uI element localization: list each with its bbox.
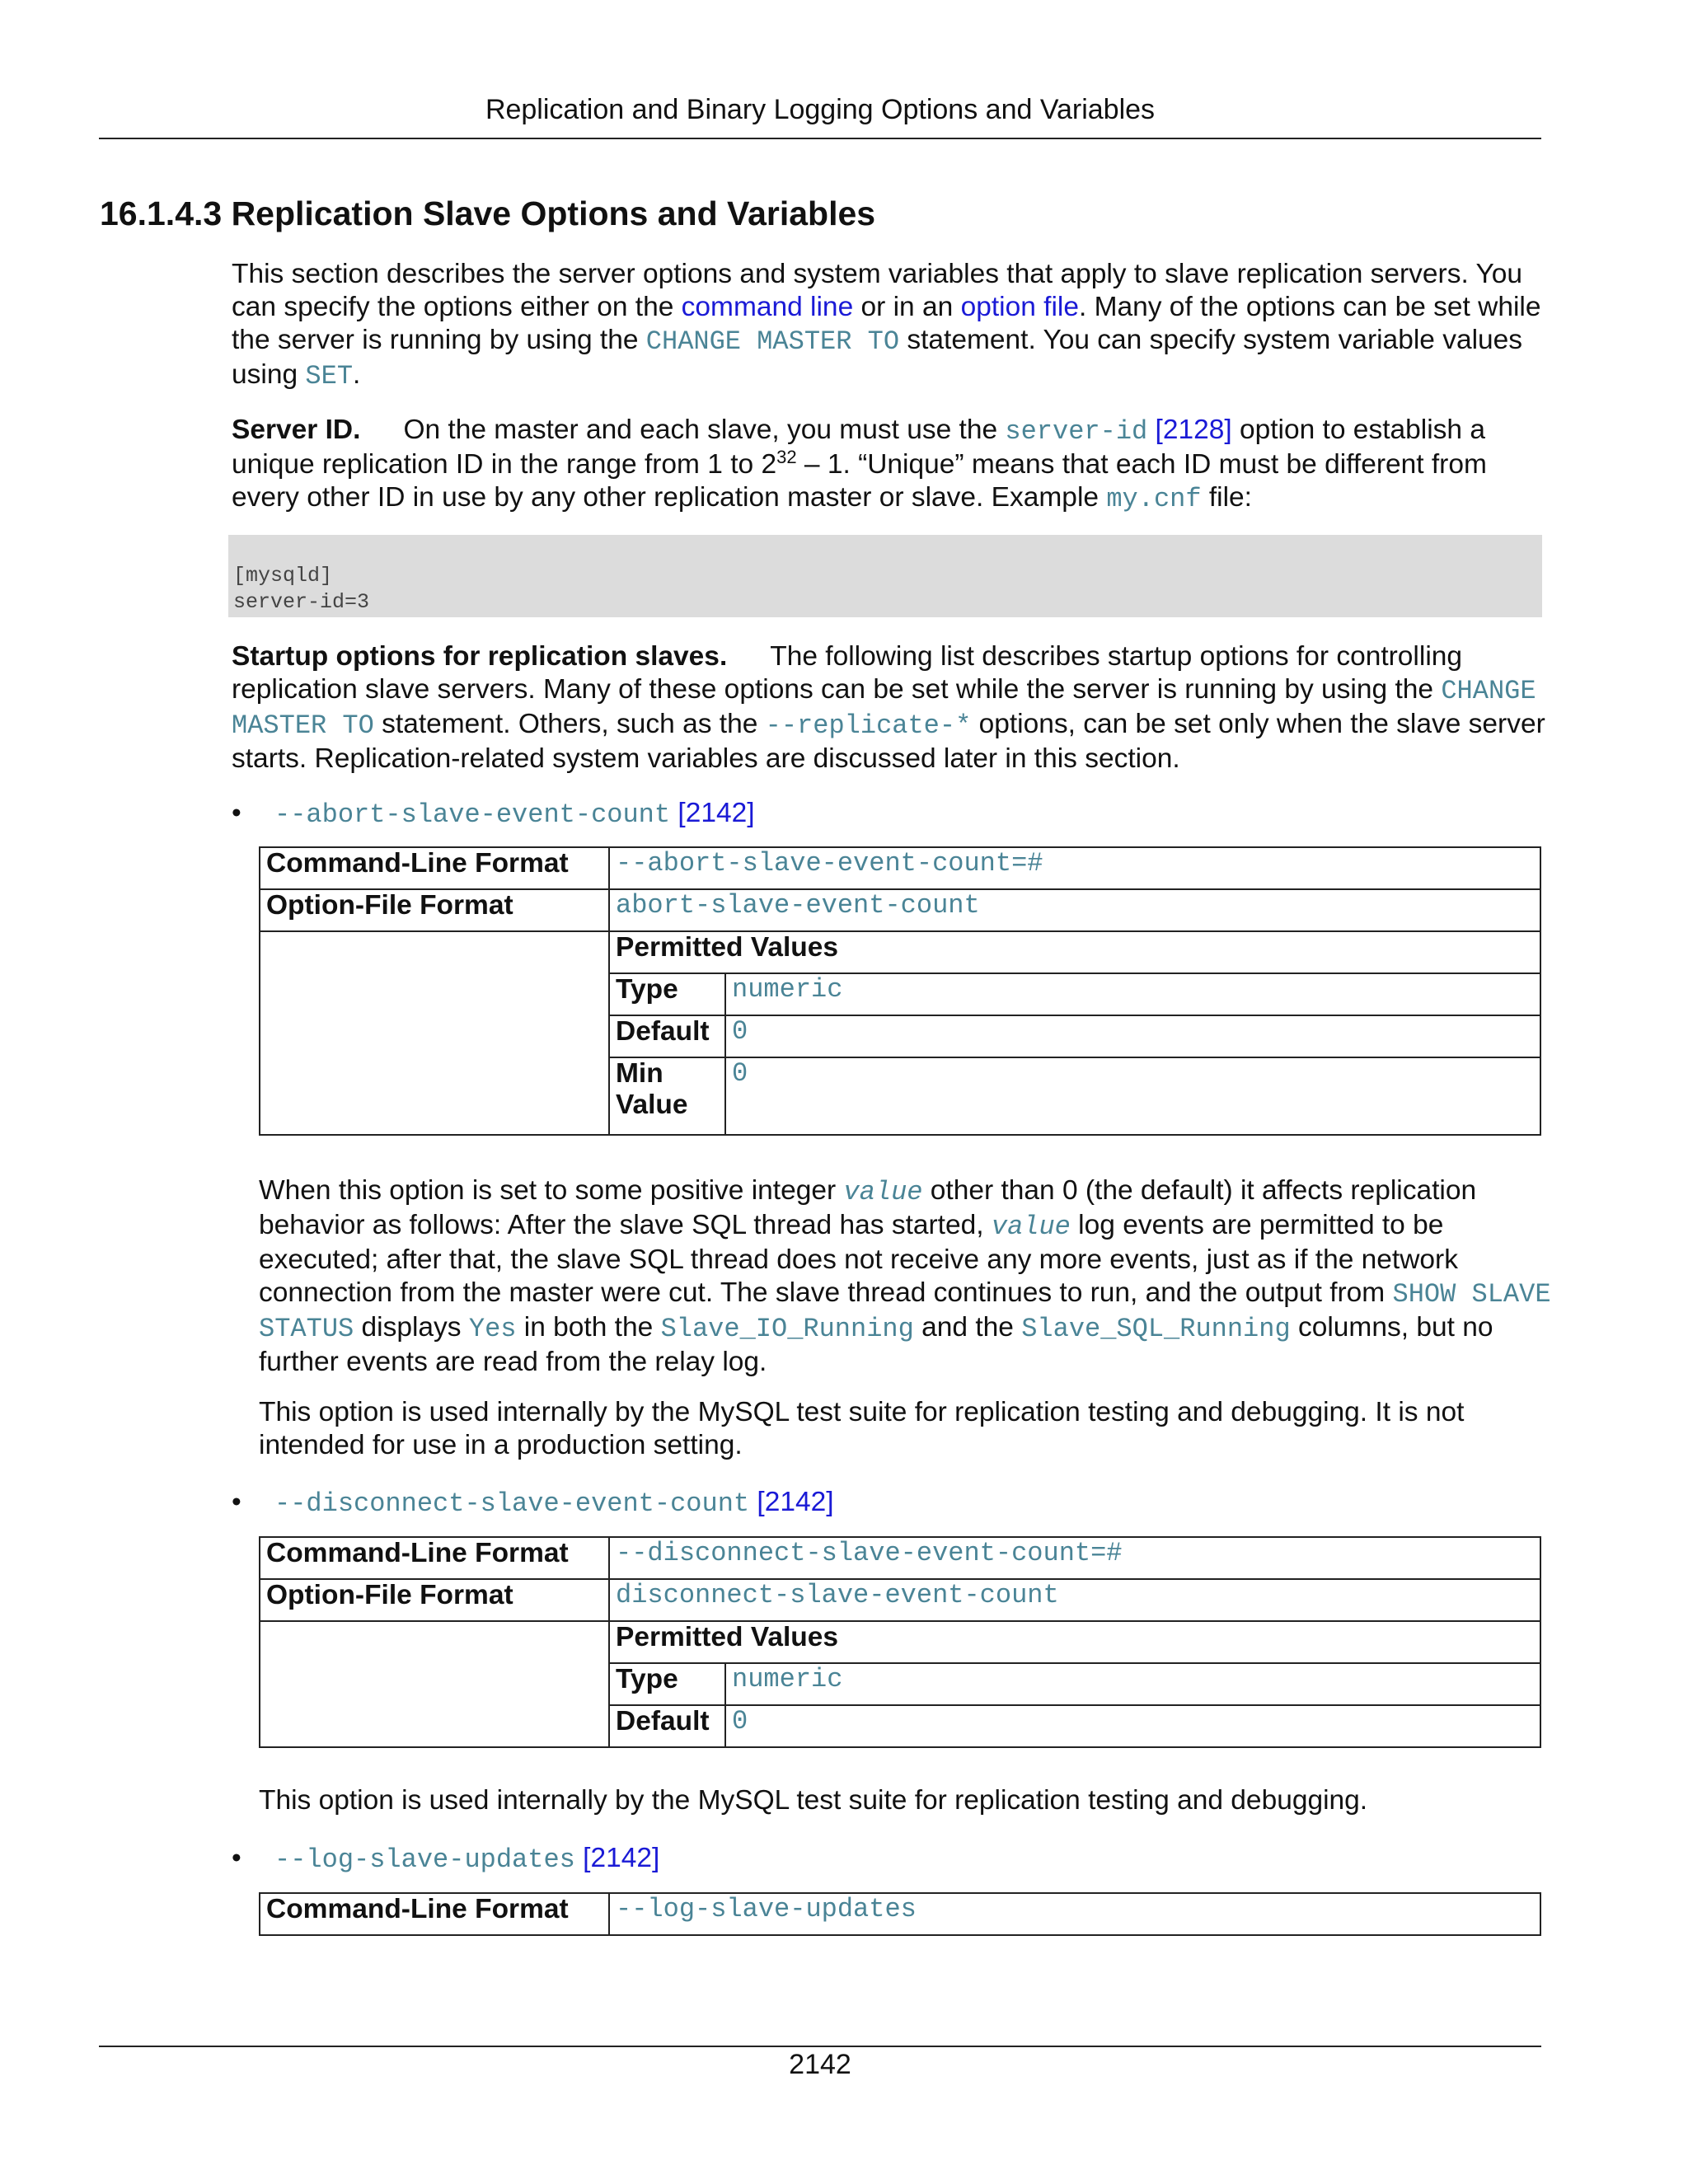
type-value: numeric	[725, 1663, 1540, 1705]
desc-text: When this option is set to some positive integer	[259, 1175, 844, 1206]
option-name: --log-slave-updates	[274, 1844, 575, 1875]
server-id-paragraph	[232, 414, 1550, 516]
option-ref-link[interactable]: [2142]	[678, 798, 755, 828]
startup-text: The following list describes startup options for controlling replication slave servers. Many of these options can be set while the server is running by using the	[232, 641, 1463, 705]
disconnect-option-table	[259, 1536, 1541, 1748]
header-divider	[99, 138, 1541, 139]
startup-paragraph	[232, 640, 1550, 776]
section-title: 16.1.4.3 Replication Slave Options and Variables	[100, 194, 876, 232]
type-value: numeric	[725, 973, 1540, 1015]
code-line: [mysqld]	[233, 564, 333, 588]
footer-divider	[99, 2046, 1541, 2047]
option-name: --disconnect-slave-event-count	[274, 1488, 750, 1519]
list-item-disconnect-slave-event-count	[232, 1486, 834, 1521]
code-block	[228, 535, 1542, 617]
file-format-value: disconnect-slave-event-count	[609, 1579, 1540, 1621]
table-row	[260, 847, 1540, 889]
value-code: value	[991, 1212, 1071, 1242]
desc-text: columns, but no further events are read from the relay log.	[259, 1312, 1493, 1377]
show-slave-status-code: SHOW SLAVE STATUS	[259, 1279, 1551, 1344]
file-format-label: Option-File Format	[260, 889, 609, 931]
exponent: 32	[776, 446, 797, 467]
change-master-code: CHANGE MASTER TO	[645, 326, 900, 357]
option-ref-link[interactable]: [2142]	[757, 1487, 834, 1517]
permitted-values-label: Permitted Values	[609, 931, 1540, 973]
abort-note: This option is used internally by the MySQL test suite for replication testing and debugging. It is not intended for use in a production setting.	[259, 1397, 1465, 1460]
table-row	[260, 889, 1540, 931]
cmd-format-label: Command-Line Format	[260, 1893, 609, 1935]
cmd-format-label: Command-Line Format	[260, 847, 609, 889]
desc-text: in both the	[516, 1312, 661, 1343]
server-id-label: Server ID.	[232, 415, 361, 445]
table-row	[260, 1893, 1540, 1935]
server-id-ref-link[interactable]: [2128]	[1155, 415, 1232, 445]
list-item-log-slave-updates	[232, 1842, 659, 1877]
set-code: SET	[305, 361, 354, 391]
replicate-code: --replicate-*	[765, 710, 972, 741]
cmd-format-label: Command-Line Format	[260, 1537, 609, 1579]
table-row	[260, 1537, 1540, 1579]
startup-label: Startup options for replication slaves.	[232, 641, 728, 672]
table-row	[260, 1579, 1540, 1621]
command-line-link[interactable]: command line	[681, 292, 854, 322]
min-value: 0	[725, 1057, 1540, 1135]
default-label: Default	[609, 1015, 725, 1057]
server-id-text: On the master and each slave, you must use the	[403, 415, 1006, 445]
code-line: server-id=3	[233, 590, 370, 614]
type-label: Type	[609, 1663, 725, 1705]
option-ref-link[interactable]: [2142]	[583, 1843, 660, 1873]
intro-text: statement. You can specify system variable values using	[232, 325, 1523, 390]
table-row	[260, 931, 1540, 973]
desc-text: and the	[913, 1312, 1022, 1343]
intro-text: or in an	[853, 292, 961, 322]
server-id-text: option to establish a unique replication ID in the range from 1 to 2	[232, 415, 1485, 480]
empty-cell	[260, 931, 609, 1135]
server-id-text: file:	[1201, 482, 1252, 513]
my-cnf-code: my.cnf	[1106, 484, 1202, 514]
slave-sql-running-code: Slave_SQL_Running	[1021, 1314, 1291, 1344]
table-row	[260, 1621, 1540, 1663]
cmd-format-value: --abort-slave-event-count=#	[609, 847, 1540, 889]
change-master-code: CHANGE MASTER TO	[232, 676, 1536, 741]
cmd-format-value: --log-slave-updates	[609, 1893, 1540, 1935]
running-header: Replication and Binary Logging Options and Variables	[485, 94, 1156, 125]
server-id-text: – 1. “Unique” means that each ID must be different from every other ID in use by any other replication master or slave. Example	[232, 449, 1487, 513]
desc-text: log events are permitted to be executed; after that, the slave SQL thread does not receive any more events, just as if the network connection from the master were cut. The slave thread continues to run, and the output from	[259, 1210, 1458, 1308]
log-slave-updates-table	[259, 1892, 1541, 1936]
intro-text: . Many of the options can be set while the server is running by using the	[232, 292, 1541, 355]
option-file-link[interactable]: option file	[960, 292, 1079, 322]
intro-text: .	[353, 359, 361, 390]
bullet-icon: •	[232, 1487, 241, 1517]
intro-paragraph	[232, 258, 1550, 393]
abort-option-table	[259, 846, 1541, 1136]
option-name: --abort-slave-event-count	[274, 799, 671, 830]
cmd-format-value: --disconnect-slave-event-count=#	[609, 1537, 1540, 1579]
type-label: Type	[609, 973, 725, 1015]
min-value-label: Min Value	[609, 1057, 725, 1135]
bullet-icon: •	[232, 1843, 241, 1873]
file-format-value: abort-slave-event-count	[609, 889, 1540, 931]
desc-text: displays	[354, 1312, 469, 1343]
bullet-icon: •	[232, 798, 241, 828]
desc-text: other than 0 (the default) it affects replication behavior as follows: After the slave SQL thread has started,	[259, 1175, 1477, 1240]
startup-text: statement. Others, such as the	[373, 709, 766, 739]
abort-description	[259, 1174, 1553, 1379]
page-number: 2142	[789, 2049, 851, 2080]
startup-text: options, can be set only when the slave server starts. Replication-related system variables are discussed later in this section.	[232, 709, 1545, 774]
default-value: 0	[725, 1705, 1540, 1747]
file-format-label: Option-File Format	[260, 1579, 609, 1621]
permitted-values-label: Permitted Values	[609, 1621, 1540, 1663]
slave-io-running-code: Slave_IO_Running	[660, 1314, 914, 1344]
value-code: value	[843, 1177, 923, 1207]
server-id-code: server-id	[1005, 416, 1148, 447]
intro-text: This section describes the server options and system variables that apply to slave replication servers. You can specify the options either on the	[232, 259, 1522, 322]
yes-code: Yes	[468, 1314, 517, 1344]
default-value: 0	[725, 1015, 1540, 1057]
default-label: Default	[609, 1705, 725, 1747]
list-item-abort-slave-event-count	[232, 797, 755, 832]
disconnect-note: This option is used internally by the MySQL test suite for replication testing and debugging.	[259, 1785, 1368, 1816]
empty-cell	[260, 1621, 609, 1747]
